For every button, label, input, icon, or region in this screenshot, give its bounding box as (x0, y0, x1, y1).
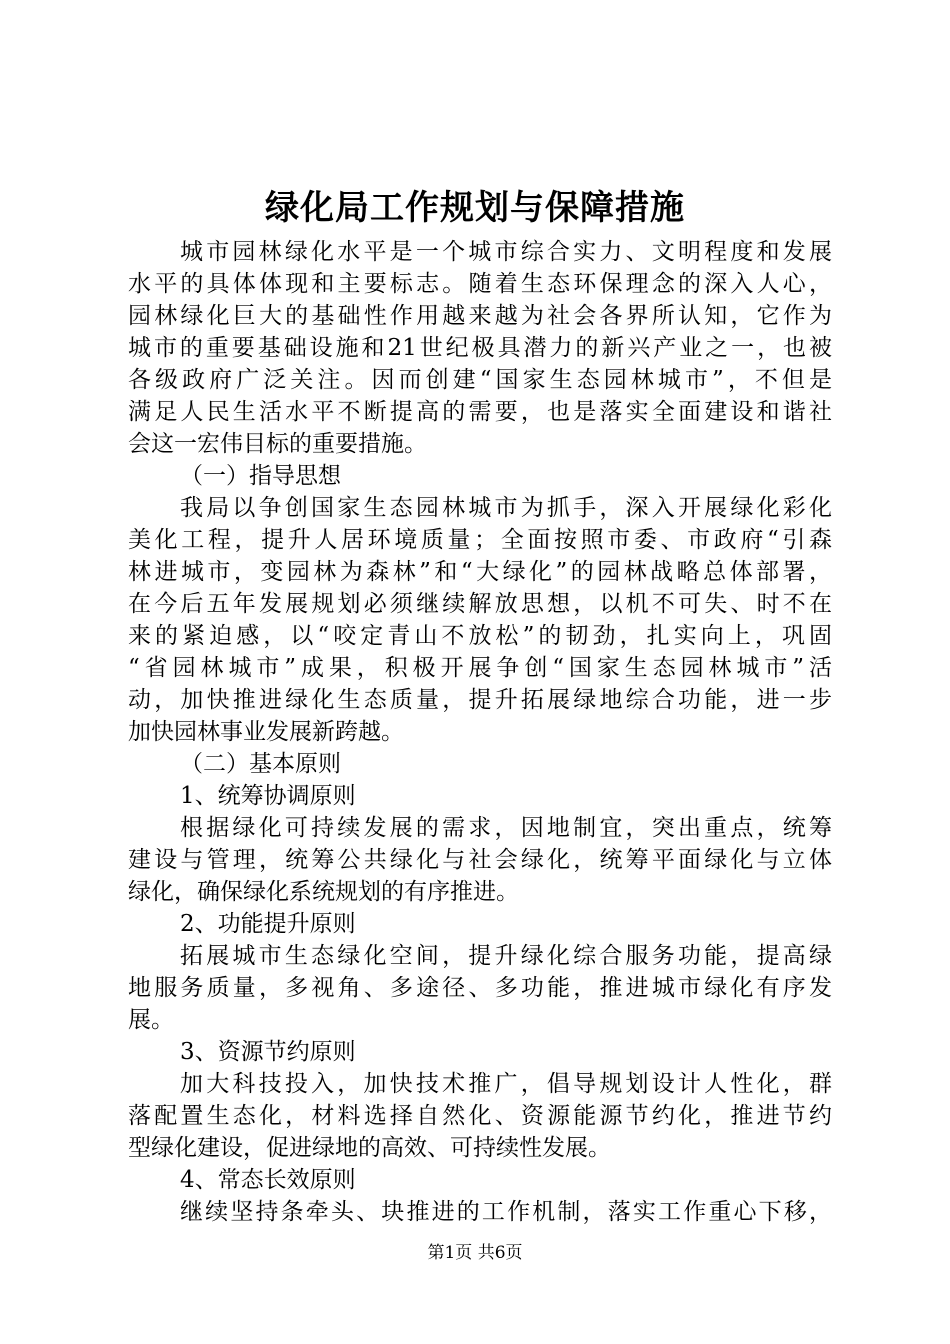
subsection-heading: 4、常态长效原则 (180, 1167, 356, 1193)
paragraph-line: 会这一宏伟目标的重要措施。 (128, 431, 427, 457)
section-heading: （二）基本原则 (180, 751, 341, 777)
paragraph-line: 水平的具体体现和主要标志。随着生态环保理念的深入人心， (128, 271, 832, 297)
paragraph-line: 加快园林事业发展新跨越。 (128, 719, 404, 745)
subsection-heading: 2、功能提升原则 (180, 911, 356, 937)
paragraph-line: 继续坚持条牵头、块推进的工作机制，落实工作重心下移， (180, 1199, 832, 1225)
paragraph-line: 建设与管理，统筹公共绿化与社会绿化，统筹平面绿化与立体 (128, 847, 832, 873)
subsection-heading: 3、资源节约原则 (180, 1039, 356, 1065)
paragraph-line: 落配置生态化，材料选择自然化、资源能源节约化，推进节约 (128, 1103, 832, 1129)
paragraph-line: 满足人民生活水平不断提高的需要，也是落实全面建设和谐社 (128, 399, 832, 425)
paragraph-line: 各级政府广泛关注。因而创建“国家生态园林城市”，不但是 (128, 367, 832, 393)
paragraph-line: 地服务质量，多视角、多途径、多功能，推进城市绿化有序发 (128, 975, 832, 1001)
paragraph-line: 来的紧迫感，以“咬定青山不放松”的韧劲，扎实向上，巩固 (128, 623, 832, 649)
paragraph-line: 美化工程，提升人居环境质量；全面按照市委、市政府“引森 (128, 527, 832, 553)
paragraph-line: “省园林城市”成果，积极开展争创“国家生态园林城市”活 (128, 655, 832, 681)
document-title: 绿化局工作规划与保障措施 (265, 188, 685, 228)
section-heading: （一）指导思想 (180, 463, 341, 489)
paragraph-line: 在今后五年发展规划必须继续解放思想，以机不可失、时不在 (128, 591, 832, 617)
paragraph-line: 动，加快推进绿化生态质量，提升拓展绿地综合功能，进一步 (128, 687, 832, 713)
paragraph-line: 型绿化建设，促进绿地的高效、可持续性发展。 (128, 1135, 611, 1161)
subsection-heading: 1、统筹协调原则 (180, 783, 356, 809)
paragraph-line: 我局以争创国家生态园林城市为抓手，深入开展绿化彩化 (180, 495, 832, 521)
paragraph-line: 绿化，确保绿化系统规划的有序推进。 (128, 879, 519, 905)
paragraph-line: 加大科技投入，加快技术推广，倡导规划设计人性化，群 (180, 1071, 832, 1097)
paragraph-line: 拓展城市生态绿化空间，提升绿化综合服务功能，提高绿 (180, 943, 832, 969)
paragraph-line: 园林绿化巨大的基础性作用越来越为社会各界所认知，它作为 (128, 303, 832, 329)
paragraph-line: 展。 (128, 1007, 174, 1033)
document-body (128, 236, 832, 1228)
paragraph-line: 林进城市，变园林为森林”和“大绿化”的园林战略总体部署， (128, 559, 832, 585)
paragraph-line: 根据绿化可持续发展的需求，因地制宜，突出重点，统筹 (180, 815, 832, 841)
paragraph-line: 城市的重要基础设施和21世纪极具潜力的新兴产业之一，也被 (128, 335, 832, 361)
paragraph-line: 城市园林绿化水平是一个城市综合实力、文明程度和发展 (180, 239, 832, 265)
page-footer: 第1页 共6页 (427, 1243, 523, 1263)
